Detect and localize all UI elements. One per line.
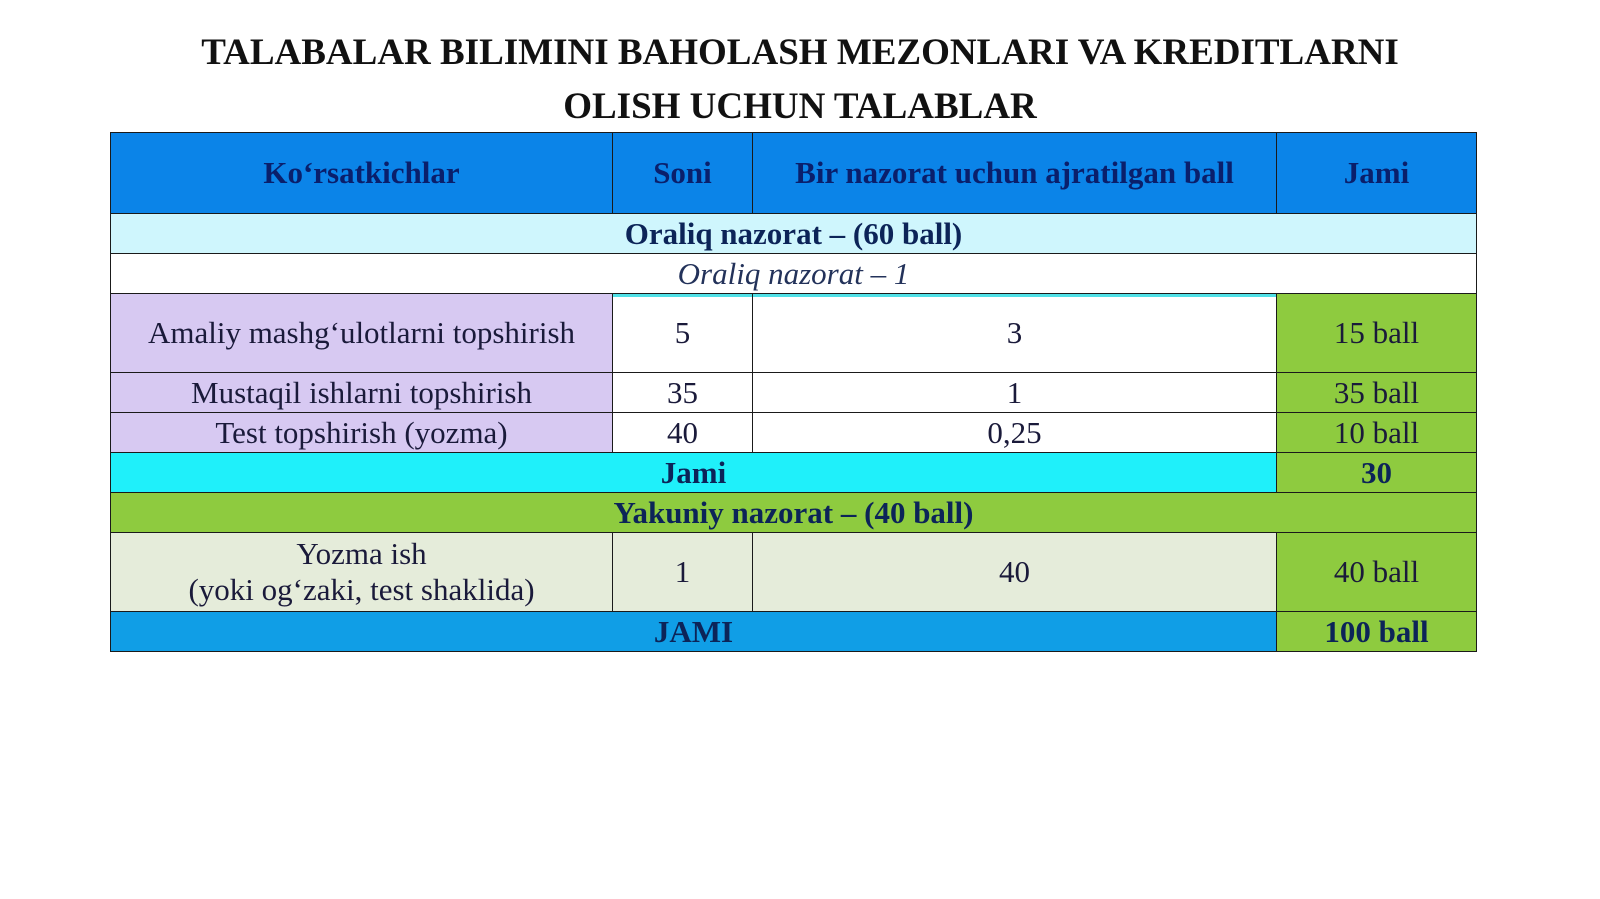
subtotal-value: 30 xyxy=(1277,453,1477,493)
section-midterm-title: Oraliq nazorat – (60 ball) xyxy=(111,214,1477,254)
row-label: Amaliy mashg‘ulotlarni topshirish xyxy=(111,294,613,373)
grand-total-value: 100 ball xyxy=(1277,612,1477,652)
header-count: Soni xyxy=(613,133,753,214)
table-row xyxy=(111,373,1477,413)
row-points-per-control: 40 xyxy=(753,533,1277,612)
row-points-per-control: 3 xyxy=(753,294,1277,373)
table-row xyxy=(111,533,1477,612)
row-count: 5 xyxy=(613,294,753,373)
row-label-line-2: (yoki og‘zaki, test shaklida) xyxy=(188,572,535,607)
row-total: 15 ball xyxy=(1277,294,1477,373)
row-label-line-1: Yozma ish xyxy=(296,536,427,571)
subtotal-row xyxy=(111,453,1477,493)
grand-total-label: JAMI xyxy=(111,612,1277,652)
row-count: 1 xyxy=(613,533,753,612)
section-final-row xyxy=(111,493,1477,533)
row-total: 35 ball xyxy=(1277,373,1477,413)
subsection-midterm-1-row xyxy=(111,254,1477,294)
header-indicators: Ko‘rsatkichlar xyxy=(111,133,613,214)
row-label: Test topshirish (yozma) xyxy=(111,413,613,453)
row-points-per-control: 0,25 xyxy=(753,413,1277,453)
row-label: Mustaqil ishlarni topshirish xyxy=(111,373,613,413)
page-title xyxy=(0,26,1600,134)
table-header-row xyxy=(111,133,1477,214)
row-label xyxy=(111,533,613,612)
row-total: 10 ball xyxy=(1277,413,1477,453)
row-points-per-control: 1 xyxy=(753,373,1277,413)
grand-total-row xyxy=(111,612,1477,652)
row-count: 35 xyxy=(613,373,753,413)
title-line-1: TALABALAR BILIMINI BAHOLASH MEZONLARI VA KREDITLARNI xyxy=(201,32,1399,73)
table-row xyxy=(111,413,1477,453)
section-midterm-row xyxy=(111,214,1477,254)
assessment-table xyxy=(110,132,1477,652)
subtotal-label: Jami xyxy=(111,453,1277,493)
row-count: 40 xyxy=(613,413,753,453)
table-row xyxy=(111,294,1477,373)
title-line-2: OLISH UCHUN TALABLAR xyxy=(563,86,1037,127)
section-final-title: Yakuniy nazorat – (40 ball) xyxy=(111,493,1477,533)
row-total: 40 ball xyxy=(1277,533,1477,612)
header-total: Jami xyxy=(1277,133,1477,214)
subsection-midterm-1-title: Oraliq nazorat – 1 xyxy=(111,254,1477,294)
header-points-per-control: Bir nazorat uchun ajratilgan ball xyxy=(753,133,1277,214)
